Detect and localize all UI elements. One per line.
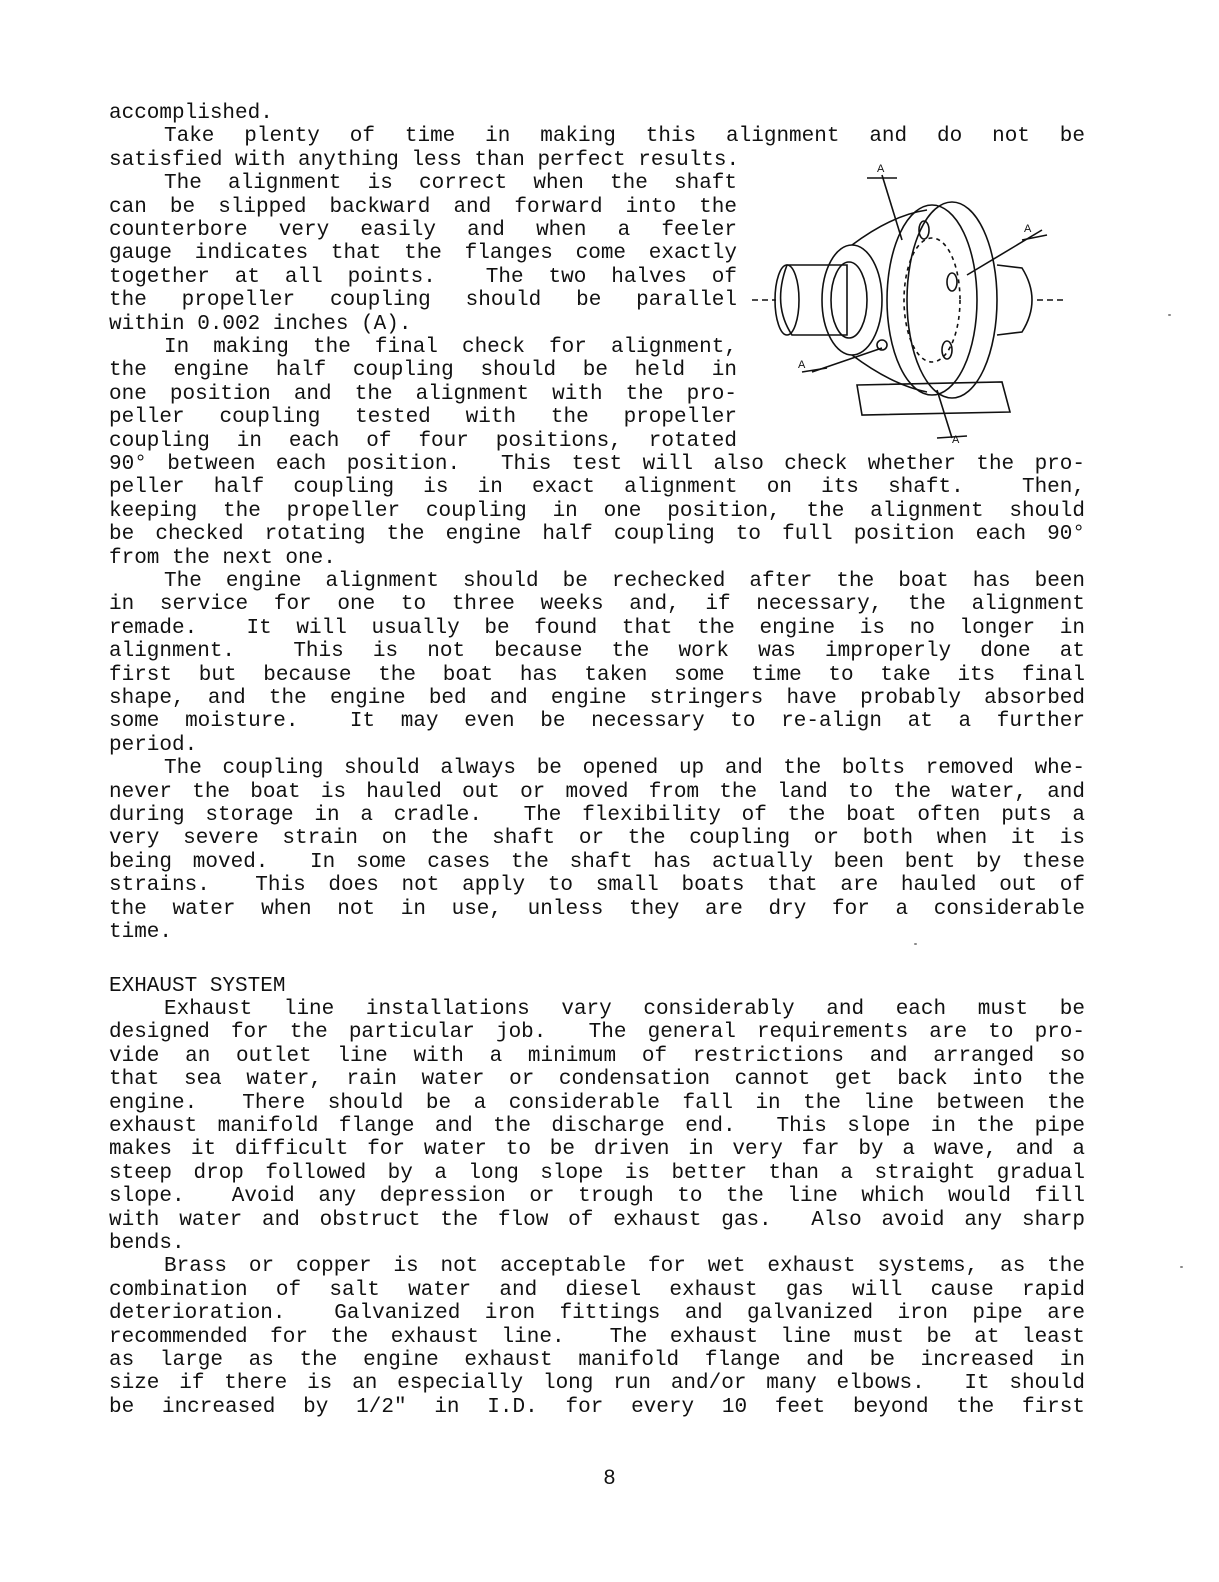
text-line: that sea water, rain water or condensation cannot get back into the — [109, 1068, 1085, 1092]
text-line: together at all points. The two halves of — [109, 265, 737, 289]
scan-speck — [914, 943, 917, 945]
text-line: during storage in a cradle. The flexibility of the boat often puts a — [109, 804, 1085, 827]
text-line: some moisture. It may even be necessary to re-align at a further — [109, 710, 1085, 734]
text-line: be checked rotating the engine half coupling to full position each 90° — [109, 523, 1085, 547]
text-line: vide an outlet line with a minimum of restrictions and arranged so — [109, 1044, 1085, 1068]
text-line: strains. This does not apply to small boats that are hauled out of — [109, 874, 1085, 898]
bolt-hole — [942, 341, 952, 359]
text-line: slope. Avoid any depression or trough to the line which would fill — [109, 1185, 1085, 1209]
scan-speck — [1168, 314, 1171, 316]
text-line: Brass or copper is not acceptable for wet exhaust systems, as the — [164, 1255, 1085, 1279]
text-line: steep drop followed by a long slope is better than a straight gradual — [109, 1161, 1085, 1185]
text-line: shape, and the engine bed and engine stringers have probably absorbed — [109, 687, 1085, 710]
dimension-line-top — [882, 175, 902, 240]
page-number: 8 — [603, 1466, 616, 1489]
text-line: very severe strain on the shaft or the coupling or both when it is — [109, 827, 1085, 851]
engine-coupling-hub-inner — [831, 262, 867, 338]
text-line: engine. There should be a considerable fall in the line between the — [109, 1091, 1085, 1115]
text-line: Exhaust line installations vary considerably and each must be — [164, 998, 1085, 1021]
text-line: the engine half coupling should be held in — [109, 359, 737, 383]
label-a-right: A — [1024, 223, 1032, 235]
text-line: period. — [109, 733, 198, 757]
text-line: from the next one. — [109, 546, 336, 570]
dimension-line-right — [967, 230, 1042, 275]
text-line: In making the final check for alignment, — [164, 336, 737, 359]
text-line: in service for one to three weeks and, if necessary, the alignment — [109, 593, 1085, 617]
text-line: never the boat is hauled out or moved from the land to the water, and — [109, 780, 1085, 804]
text-line: being moved. In some cases the shaft has actually been bent by these — [109, 850, 1085, 874]
coupling-alignment-diagram — [752, 160, 1082, 445]
engine-shaft-stub — [781, 265, 847, 335]
feeler-gauge — [857, 382, 1010, 415]
text-line: combination of salt water and diesel exhaust gas will cause rapid — [109, 1278, 1085, 1302]
text-line: bends. — [109, 1232, 185, 1255]
text-line: designed for the particular job. The general requirements are to pro- — [109, 1021, 1085, 1045]
text-line: one position and the alignment with the pro- — [109, 382, 737, 406]
label-a-bottom: A — [952, 434, 960, 445]
text-line: alignment. This is not because the work was improperly done at — [109, 640, 1085, 664]
text-line: The coupling should always be opened up and the bolts removed whe- — [164, 757, 1085, 781]
text-line: exhaust manifold flange and the discharge end. This slope in the pipe — [109, 1115, 1085, 1138]
text-line: the water when not in use, unless they are dry for a considerable — [109, 897, 1085, 921]
text-line: satisfied with anything less than perfect results. — [109, 148, 740, 172]
text-line: 90° between each position. This test will also check whether the pro- — [109, 453, 1085, 476]
bolt-hole — [947, 273, 957, 291]
text-line: The alignment is correct when the shaft — [164, 172, 737, 196]
text-line: first but because the boat has taken some time to take its final — [109, 663, 1085, 687]
label-a-left: A — [798, 359, 806, 371]
text-line: can be slipped backward and forward into the — [109, 195, 737, 219]
text-line: makes it difficult for water to be driven in very far by a wave, and a — [109, 1138, 1085, 1162]
text-line: Take plenty of time in making this alignment and do not be — [164, 125, 1085, 149]
scan-speck — [1180, 1266, 1183, 1268]
text-line: recommended for the exhaust line. The exhaust line must be at least — [109, 1325, 1085, 1349]
text-line: counterbore very easily and when a feeler — [109, 219, 737, 242]
text-line: peller coupling tested with the propeller — [109, 406, 737, 430]
text-line: as large as the engine exhaust manifold flange and be increased in — [109, 1349, 1085, 1372]
propeller-flange — [907, 202, 997, 398]
text-line: peller half coupling is in exact alignment on its shaft. Then, — [109, 476, 1085, 500]
text-line: The engine alignment should be rechecked after the boat has been — [164, 570, 1085, 593]
text-line: deterioration. Galvanized iron fittings and galvanized iron pipe are — [109, 1302, 1085, 1326]
text-line: the propeller coupling should be parallel — [109, 289, 737, 313]
text-line: remade. It will usually be found that the engine is no longer in — [109, 616, 1085, 640]
text-line: within 0.002 inches (A). — [109, 312, 412, 336]
text-line: be increased by 1/2" in I.D. for every 10 feet beyond the first — [109, 1395, 1085, 1419]
text-line: keeping the propeller coupling in one position, the alignment should — [109, 499, 1085, 523]
label-a-top: A — [877, 163, 885, 175]
text-line: accomplished. — [109, 102, 273, 125]
dimension-tick-right — [1022, 235, 1047, 240]
text-line: coupling in each of four positions, rotated — [109, 429, 737, 453]
section-heading-exhaust-system: EXHAUST SYSTEM — [109, 975, 286, 998]
text-line: size if there is an especially long run and/or many elbows. It should — [109, 1372, 1085, 1396]
text-line: gauge indicates that the flanges come exactly — [109, 242, 737, 266]
text-line: time. — [109, 921, 173, 944]
propeller-shaft-stub — [997, 265, 1032, 335]
flange-recess — [904, 238, 960, 362]
text-line: with water and obstruct the flow of exhaust gas. Also avoid any sharp — [109, 1208, 1085, 1232]
